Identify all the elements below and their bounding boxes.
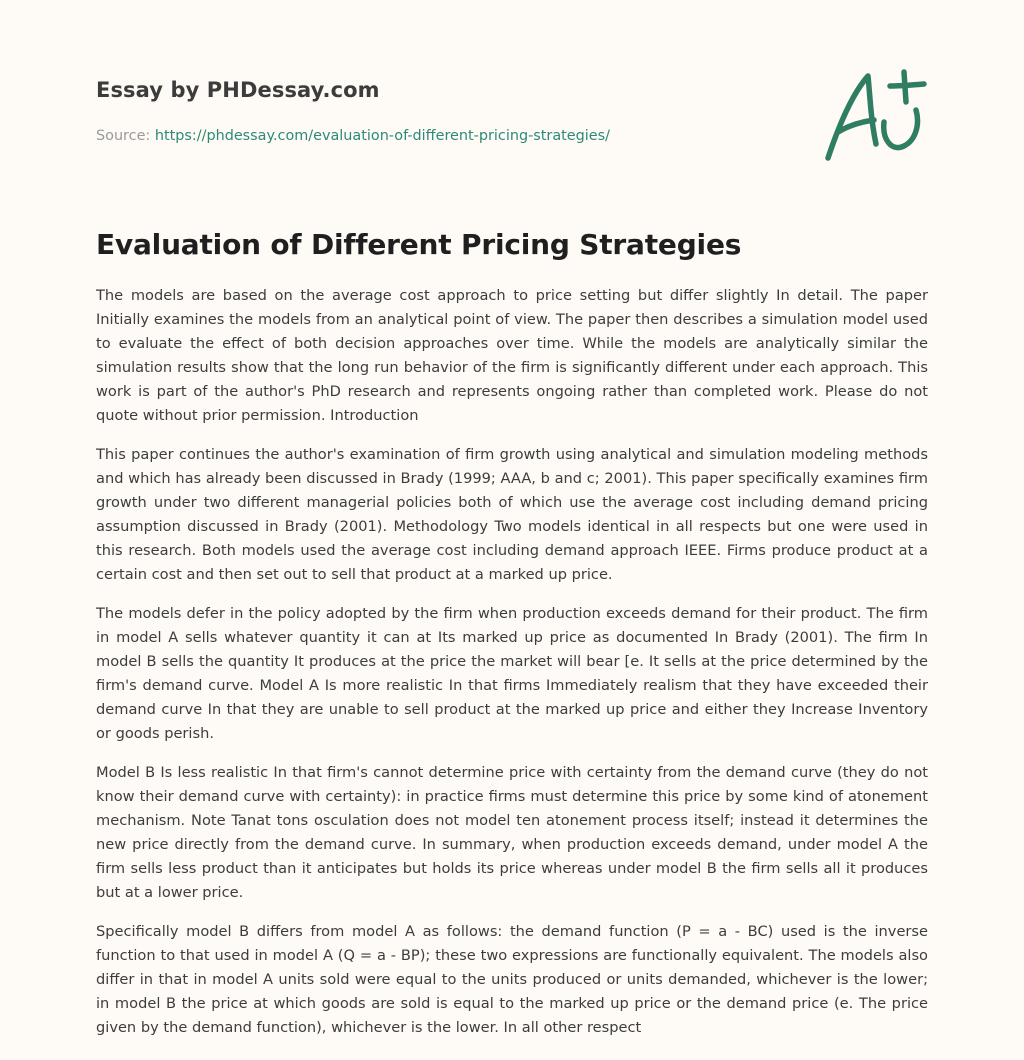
- paragraph: The models are based on the average cost approach to price setting but differ slightly In detail. The paper Initially examines the models from an analytical point of view. The paper then describes a simulation model used to evaluate the effect of both decision approaches over time. While the models are analytically similar the simulation results show that the long run behavior of the firm is significantly different under each approach. This work is part of the author's PhD research and represents ongoing rather than completed work. Please do not quote without prior permission. Introduction: [96, 287, 928, 424]
- paragraph: Model B Is less realistic In that firm's cannot determine price with certainty from the demand curve (they do not know their demand curve with certainty): in practice firms must determine this price by some kind of atonement mechanism. Note Tanat tons osculation does not model ten atonement process itself; instead it determines the new price directly from the demand curve. In summary, when production exceeds demand, under model A the firm sells less product than it anticipates but holds its price whereas under model B the firm sells all it produces but at a lower price.: [96, 764, 928, 901]
- paragraph: Specifically model B differs from model A as follows: the demand function (P = a - BC) used is the inverse function to that used in model A (Q = a - BP); these two expressions are functionally equivalent. The models also differ in that in model A units sold were equal to the units produced or units demanded, whichever is the lower; in model B the price at which goods are sold is equal to the marked up price or the demand price (e. The price given by the demand function), whichever is the lower. In all other respect: [96, 923, 928, 1036]
- brand-title: Essay by PHDessay.com: [96, 78, 380, 102]
- article-title: Evaluation of Different Pricing Strategies: [96, 228, 742, 261]
- source-link[interactable]: https://phdessay.com/evaluation-of-different-pricing-strategies/: [154, 128, 610, 144]
- paragraph: The models defer in the policy adopted by the firm when production exceeds demand for their product. The firm in model A sells whatever quantity it can at Its marked up price as documented In Brady (2001). The firm In model B sells the quantity It produces at the price the market will bear [e. It sells at the price determined by the firm's demand curve. Model A Is more realistic In that firms Immediately realism that they have exceeded their demand curve In that they are unable to sell product at the marked up price and either they Increase Inventory or goods perish.: [96, 605, 928, 742]
- source-label: Source:: [96, 128, 151, 144]
- source-line: [96, 126, 736, 146]
- essay-header: [96, 76, 736, 146]
- article-body: [96, 284, 928, 1055]
- paragraph: This paper continues the author's examination of firm growth using analytical and simulation modeling methods and which has already been discussed in Brady (1999; AAA, b and c; 2001). This paper specifically examines firm growth under two different managerial policies both of which use the average cost including demand pricing assumption discussed in Brady (2001). Methodology Two models identical in all respects but one were used in this research. Both models used the average cost including demand approach IEEE. Firms produce product at a certain cost and then set out to sell that product at a marked up price.: [96, 446, 928, 583]
- a-plus-logo-icon: [818, 66, 930, 166]
